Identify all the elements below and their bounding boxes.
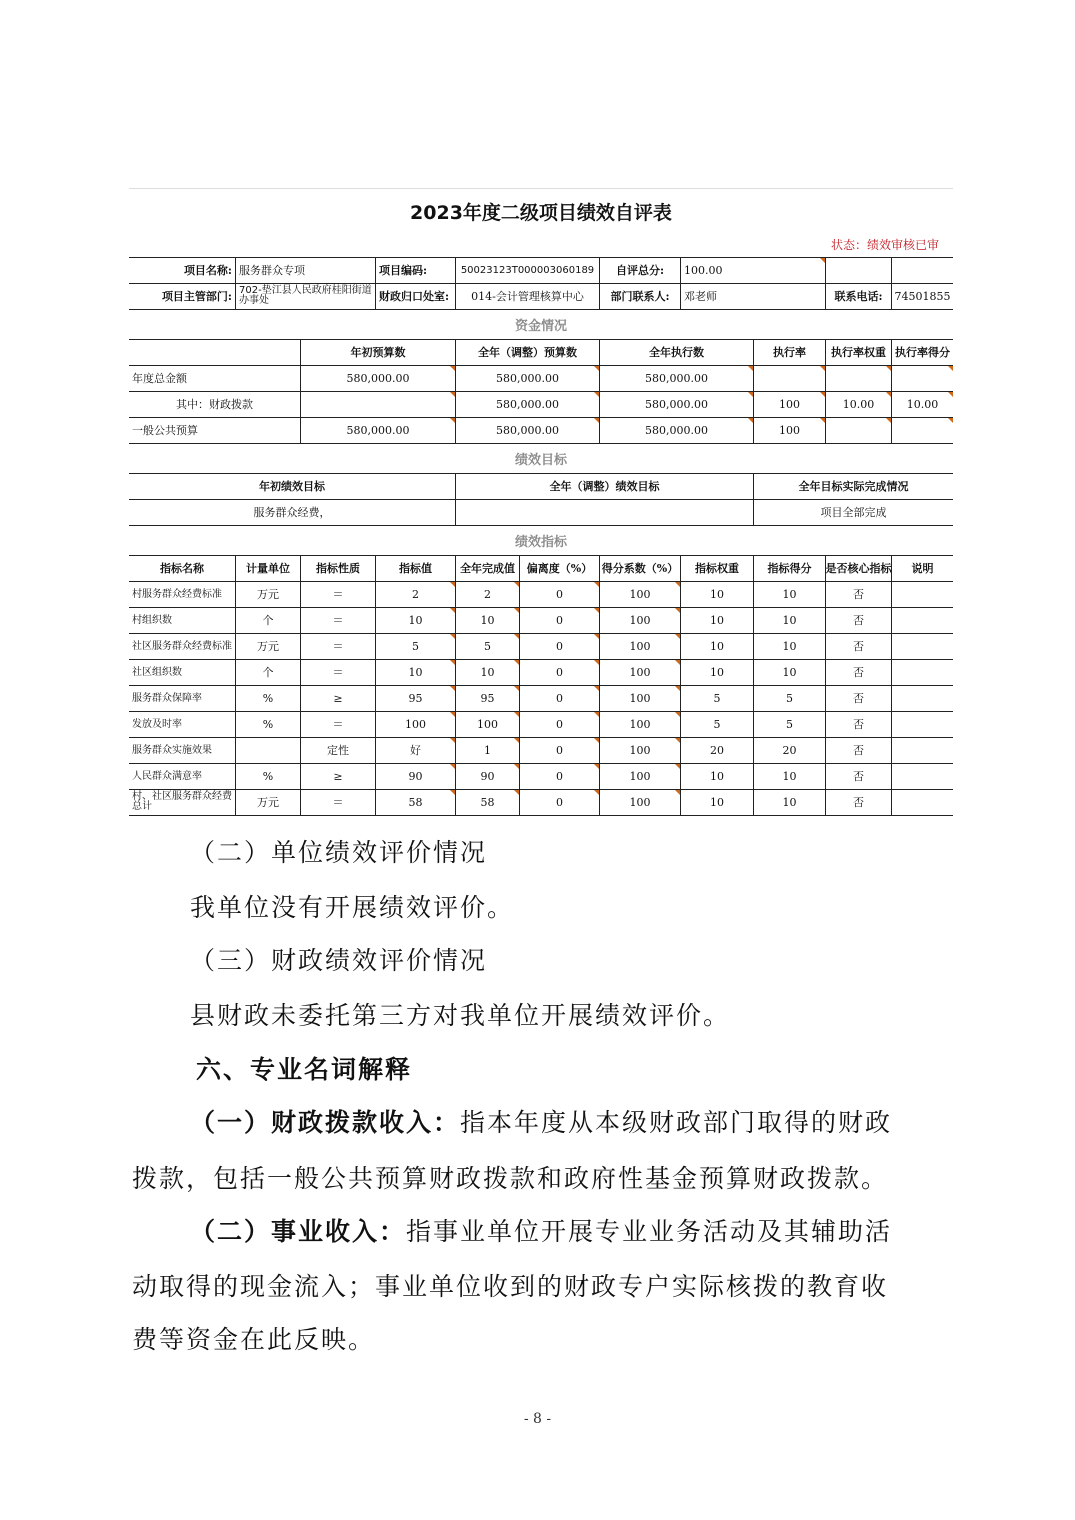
indicator-cell: 人民群众满意率	[129, 764, 236, 790]
indicator-cell: 否	[826, 790, 892, 816]
indicator-cell: 0	[520, 738, 600, 764]
label-self-score: 自评总分:	[600, 258, 681, 284]
funds-cell	[892, 366, 953, 392]
indicator-cell: 10	[681, 660, 754, 686]
funds-cell: 100	[754, 392, 826, 418]
heading-finance-evaluation: （三）财政绩效评价情况	[190, 946, 488, 975]
indicator-header: 是否核心指标	[826, 556, 892, 582]
indicator-cell	[892, 686, 953, 712]
indicator-cell: 10	[681, 634, 754, 660]
indicator-header: 说明	[892, 556, 953, 582]
indicator-cell: 0	[520, 608, 600, 634]
section-funds: 资金情况	[129, 310, 953, 340]
indicator-cell: 社区服务群众经费标准	[129, 634, 236, 660]
indicator-header: 指标得分	[754, 556, 826, 582]
label-contact: 部门联系人:	[600, 284, 681, 310]
indicator-cell: %	[236, 712, 301, 738]
indicator-cell: 95	[456, 686, 520, 712]
indicator-cell: ＝	[301, 712, 376, 738]
indicator-cell: 0	[520, 790, 600, 816]
funds-cell: 580,000.00	[600, 392, 754, 418]
funds-cell	[826, 418, 892, 444]
indicator-cell: 万元	[236, 790, 301, 816]
indicator-cell: 10	[681, 764, 754, 790]
funds-cell: 580,000.00	[456, 392, 600, 418]
indicator-cell	[892, 634, 953, 660]
term-2-title: （二）事业收入：	[190, 1217, 407, 1246]
funds-cell	[892, 418, 953, 444]
indicator-cell: 100	[600, 738, 681, 764]
indicator-header: 计量单位	[236, 556, 301, 582]
indicator-cell: 否	[826, 608, 892, 634]
indicator-cell: ＝	[301, 582, 376, 608]
indicator-cell: 否	[826, 738, 892, 764]
indicator-cell: ＝	[301, 608, 376, 634]
funds-header-blank	[129, 340, 301, 366]
indicator-cell: 100	[600, 764, 681, 790]
goals-header: 全年目标实际完成情况	[754, 474, 953, 500]
funds-cell: 580,000.00	[600, 418, 754, 444]
term-1-line-1	[190, 1108, 892, 1138]
section-indicators: 绩效指标	[129, 526, 953, 556]
paragraph-finance-evaluation: 县财政未委托第三方对我单位开展绩效评价。	[190, 1001, 731, 1030]
indicator-cell: 村服务群众经费标准	[129, 582, 236, 608]
heading-terms: 六、专业名词解释	[196, 1055, 413, 1084]
term-2-text: 指事业单位开展专业业务活动及其辅助活	[406, 1217, 893, 1246]
indicator-cell: 100	[600, 686, 681, 712]
indicator-header: 指标值	[376, 556, 456, 582]
indicator-cell: 否	[826, 764, 892, 790]
indicator-cell: 10	[754, 660, 826, 686]
indicator-cell: 10	[754, 634, 826, 660]
indicator-cell: 否	[826, 686, 892, 712]
funds-cell: 580,000.00	[301, 366, 456, 392]
value-project-name: 服务群众专项	[236, 258, 376, 284]
goals-value	[456, 500, 754, 526]
term-1-text: 指本年度从本级财政部门取得的财政	[460, 1108, 893, 1137]
indicator-cell: 村组织数	[129, 608, 236, 634]
indicator-cell: 100	[376, 712, 456, 738]
indicator-cell: 100	[600, 634, 681, 660]
indicator-cell	[892, 582, 953, 608]
indicator-cell: 95	[376, 686, 456, 712]
term-1-line-2: 拨款，包括一般公共预算财政拨款和政府性基金预算财政拨款。	[132, 1164, 889, 1193]
indicator-cell: 0	[520, 764, 600, 790]
value-self-score: 100.00	[681, 258, 826, 284]
indicator-cell: ≥	[301, 686, 376, 712]
indicator-cell: 社区组织数	[129, 660, 236, 686]
goals-value: 服务群众经费，	[129, 500, 456, 526]
value-finance-office: 014-会计管理核算中心	[456, 284, 600, 310]
funds-row-label: 一般公共预算	[129, 418, 301, 444]
heading-unit-evaluation: （二）单位绩效评价情况	[190, 838, 488, 867]
goals-header: 年初绩效目标	[129, 474, 456, 500]
indicator-cell: 好	[376, 738, 456, 764]
indicator-cell: 0	[520, 582, 600, 608]
funds-cell	[826, 366, 892, 392]
funds-cell: 580,000.00	[456, 418, 600, 444]
indicator-cell: 2	[456, 582, 520, 608]
indicator-cell	[892, 764, 953, 790]
indicator-cell: 5	[754, 712, 826, 738]
performance-self-evaluation-table	[129, 188, 953, 816]
label-project-code: 项目编码:	[376, 258, 456, 284]
indicator-cell: 10	[754, 764, 826, 790]
status-text: 状态：绩效审核已审	[129, 232, 953, 258]
indicator-cell: 个	[236, 608, 301, 634]
indicator-cell	[892, 660, 953, 686]
indicator-cell: ＝	[301, 790, 376, 816]
value-department: 702-垫江县人民政府桂阳街道办事处	[236, 284, 376, 310]
funds-header: 全年（调整）预算数	[456, 340, 600, 366]
indicator-cell: 5	[681, 686, 754, 712]
indicator-cell: 10	[754, 608, 826, 634]
indicator-header: 全年完成值	[456, 556, 520, 582]
label-phone: 联系电话:	[826, 284, 892, 310]
funds-header: 执行率权重	[826, 340, 892, 366]
indicator-cell: 发放及时率	[129, 712, 236, 738]
value-project-code: 50023123T000003060189	[456, 258, 600, 284]
funds-row-label: 年度总金额	[129, 366, 301, 392]
page-number: - 8 -	[523, 1411, 552, 1427]
term-1-title: （一）财政拨款收入：	[190, 1108, 461, 1137]
funds-header: 年初预算数	[301, 340, 456, 366]
funds-cell	[754, 366, 826, 392]
indicator-cell: %	[236, 764, 301, 790]
indicator-header: 指标性质	[301, 556, 376, 582]
value-contact: 邓老师	[681, 284, 826, 310]
indicator-cell: 10	[376, 660, 456, 686]
indicator-cell: 10	[456, 608, 520, 634]
value-phone: 74501855	[892, 284, 953, 310]
indicator-cell: 1	[456, 738, 520, 764]
indicator-cell: 10	[754, 790, 826, 816]
label-project-name: 项目名称:	[129, 258, 236, 284]
indicator-cell: 2	[376, 582, 456, 608]
indicator-header: 指标名称	[129, 556, 236, 582]
indicator-cell: 20	[681, 738, 754, 764]
indicator-header: 指标权重	[681, 556, 754, 582]
indicator-cell: 58	[456, 790, 520, 816]
paragraph-unit-evaluation: 我单位没有开展绩效评价。	[190, 893, 515, 922]
indicator-cell: 10	[456, 660, 520, 686]
info-empty-1	[826, 258, 892, 284]
indicator-cell: 否	[826, 582, 892, 608]
indicator-cell: 5	[754, 686, 826, 712]
label-department: 项目主管部门:	[129, 284, 236, 310]
indicator-cell: 100	[456, 712, 520, 738]
funds-header: 执行率得分	[892, 340, 953, 366]
indicator-cell: 5	[681, 712, 754, 738]
indicator-cell: 90	[456, 764, 520, 790]
label-finance-office: 财政归口处室:	[376, 284, 456, 310]
term-2-line-3: 费等资金在此反映。	[132, 1325, 376, 1354]
indicator-cell: 100	[600, 790, 681, 816]
indicator-cell: 10	[681, 582, 754, 608]
term-2-line-1	[190, 1217, 892, 1247]
indicator-cell: 否	[826, 660, 892, 686]
term-2-line-2: 动取得的现金流入；事业单位收到的财政专户实际核拨的教育收	[132, 1272, 889, 1301]
funds-header: 全年执行数	[600, 340, 754, 366]
table-title: 2023年度二级项目绩效自评表	[129, 188, 953, 233]
indicator-cell: 否	[826, 634, 892, 660]
indicator-cell: ＝	[301, 634, 376, 660]
indicator-cell: 5	[456, 634, 520, 660]
info-empty-2	[892, 258, 953, 284]
indicator-cell: 服务群众保障率	[129, 686, 236, 712]
indicator-cell: 0	[520, 634, 600, 660]
indicator-cell: ≥	[301, 764, 376, 790]
indicator-cell: 5	[376, 634, 456, 660]
indicator-cell: 定性	[301, 738, 376, 764]
funds-cell	[301, 392, 456, 418]
goals-header: 全年（调整）绩效目标	[456, 474, 754, 500]
indicator-cell	[892, 712, 953, 738]
indicator-cell: ＝	[301, 660, 376, 686]
indicator-cell: 10	[376, 608, 456, 634]
funds-row-label: 其中：财政拨款	[129, 392, 301, 418]
funds-cell: 10.00	[892, 392, 953, 418]
indicator-cell: 100	[600, 608, 681, 634]
indicator-cell: 58	[376, 790, 456, 816]
funds-cell: 100	[754, 418, 826, 444]
funds-header: 执行率	[754, 340, 826, 366]
goals-value: 项目全部完成	[754, 500, 953, 526]
funds-cell: 580,000.00	[600, 366, 754, 392]
indicator-cell: 万元	[236, 582, 301, 608]
indicator-cell: 10	[754, 582, 826, 608]
funds-cell: 580,000.00	[456, 366, 600, 392]
indicator-cell: 0	[520, 712, 600, 738]
indicator-cell	[236, 738, 301, 764]
indicator-cell: 万元	[236, 634, 301, 660]
indicator-cell: 100	[600, 582, 681, 608]
indicator-cell: 0	[520, 686, 600, 712]
indicator-cell: 否	[826, 712, 892, 738]
indicator-header: 偏离度（%）	[520, 556, 600, 582]
indicator-header: 得分系数（%）	[600, 556, 681, 582]
indicator-cell: 村、社区服务群众经费总计	[129, 790, 236, 816]
indicator-cell: 20	[754, 738, 826, 764]
indicator-cell: 服务群众实施效果	[129, 738, 236, 764]
indicator-cell: 10	[681, 608, 754, 634]
indicator-cell	[892, 738, 953, 764]
indicator-cell	[892, 608, 953, 634]
indicator-cell: 100	[600, 712, 681, 738]
indicator-cell: 100	[600, 660, 681, 686]
funds-cell: 580,000.00	[301, 418, 456, 444]
indicator-cell: 10	[681, 790, 754, 816]
indicator-cell: 0	[520, 660, 600, 686]
indicator-cell: 90	[376, 764, 456, 790]
section-goals: 绩效目标	[129, 444, 953, 474]
indicator-cell: 个	[236, 660, 301, 686]
indicator-cell	[892, 790, 953, 816]
indicator-cell: %	[236, 686, 301, 712]
funds-cell: 10.00	[826, 392, 892, 418]
